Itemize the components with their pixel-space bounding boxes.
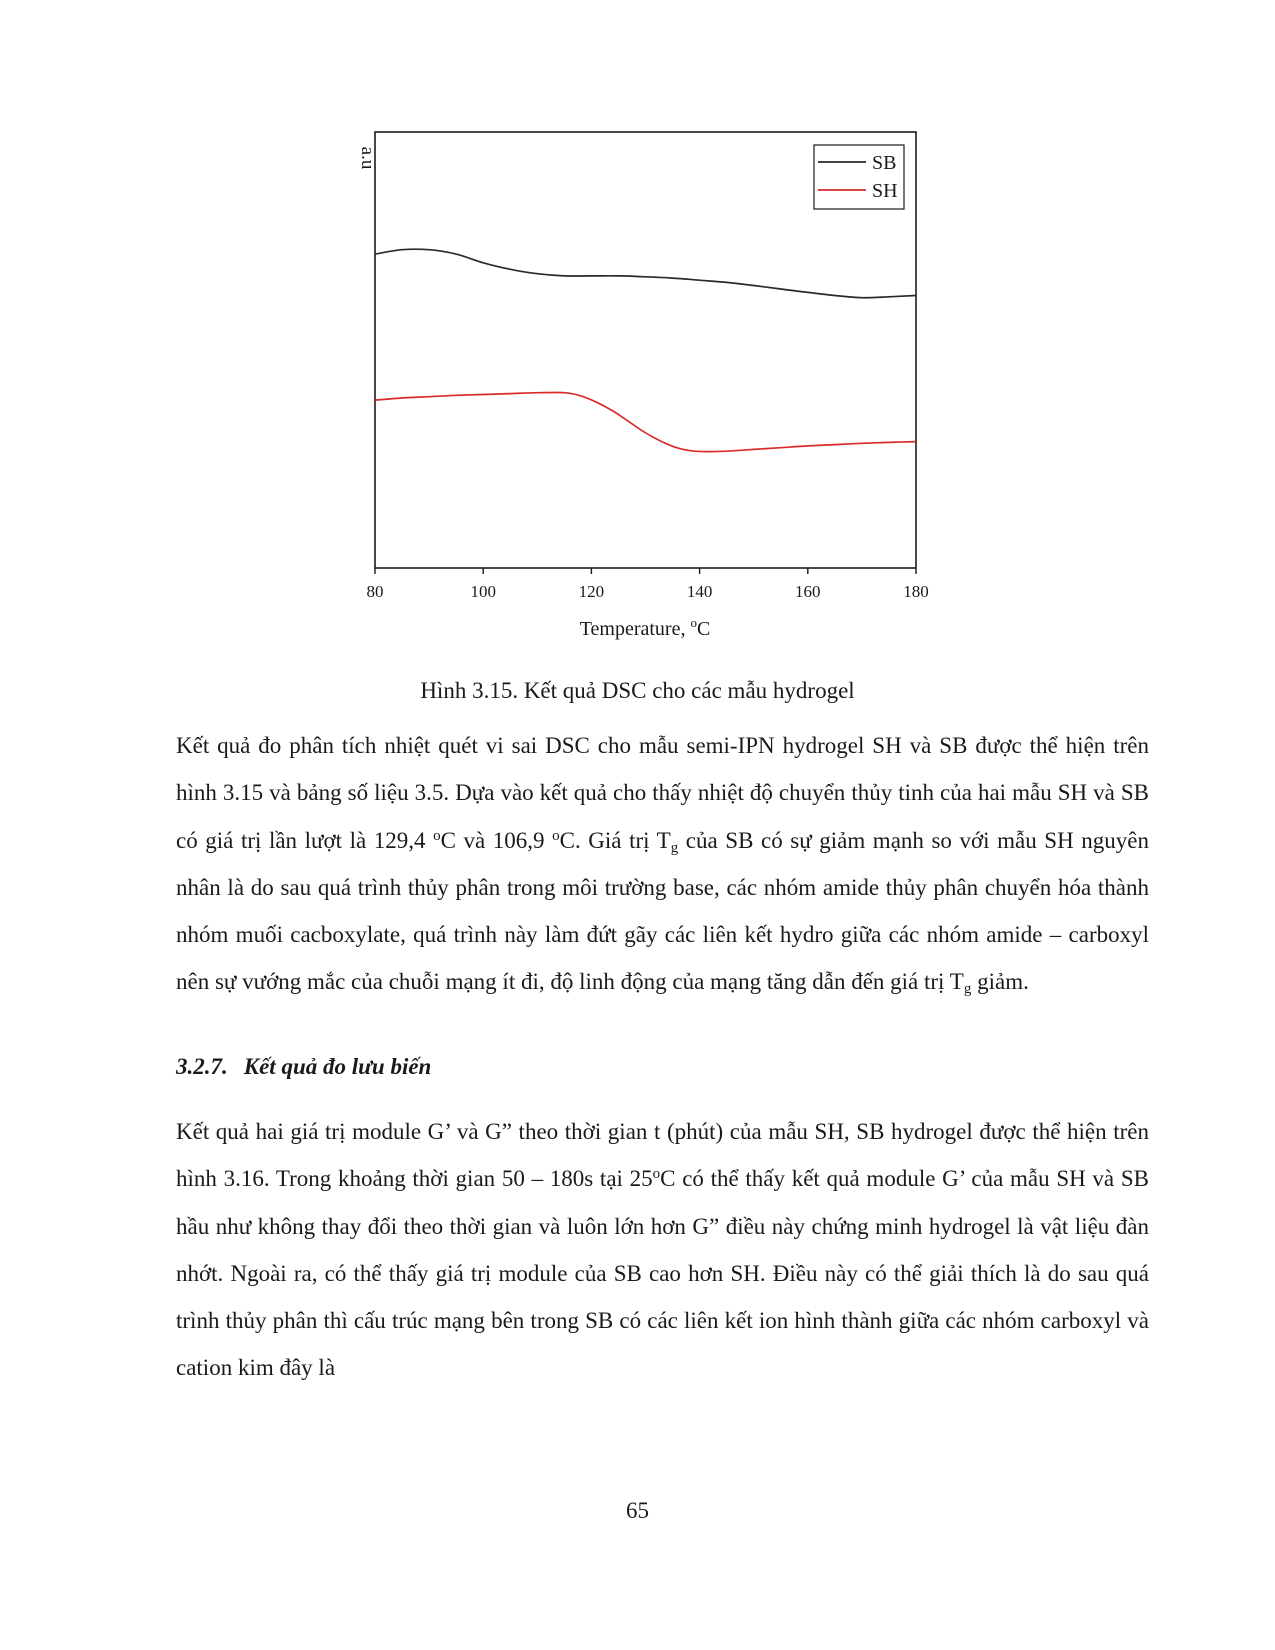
dsc-chart: [340, 120, 960, 680]
legend-label-sb: SB: [872, 152, 897, 174]
series-line-sb: [375, 249, 916, 298]
section-number: 3.2.7.: [176, 1054, 228, 1079]
paragraph-dsc-results: Kết quả đo phân tích nhiệt quét vi sai DSC cho mẫu semi-IPN hydrogel SH và SB được thể hiện trên hình 3.15 và bảng số liệu 3.5. Dựa vào kết quả cho thấy nhiệt độ chuyển thủy tinh của hai mẫu SH và SB có giá trị lần lượt là 129,4 $^o$C và 106,9 $^o$C. Giá trị $T_g$ của SB có sự giảm mạnh so với mẫu SH nguyên nhân là do sau quá trình thủy phân trong môi trường base, các nhóm amide thủy phân chuyển hóa thành nhóm muối cacboxylate, quá trình này làm đứt gãy các liên kết hydro giữa các nhóm amide – carboxyl nên sự vướng mắc của chuỗi mạng ít đi, độ linh động của mạng tăng dẫn đến giá trị $T_g$ giảm.: [176, 733, 1149, 998]
series-line-sh: [375, 392, 916, 451]
section-title: Kết quả đo lưu biến: [243, 1054, 432, 1079]
x-tick-label: 80: [366, 582, 384, 601]
legend-label-sh: SH: [872, 180, 898, 202]
paragraph-rheology: Kết quả hai giá trị module G’ và G” theo thời gian t (phút) của mẫu SH, SB hydrogel được thể hiện trên hình 3.16. Trong khoảng thời gian 50 – 180s tại 25$^o$C có thể thấy kết quả module G’ của mẫu SH và SB hầu như không thay đổi theo thời gian và luôn lớn hơn G” điều này chứng minh hydrogel là vật liệu đàn nhớt. Ngoài ra, có thể thấy giá trị module của SB cao hơn SH. Điều này có thể giải thích là do sau quá trình thủy phân thì cấu trúc mạng bên trong SB có các liên kết ion hình thành giữa các nhóm carboxyl và cation kim đây là: [176, 1119, 1149, 1381]
x-tick-label: 160: [795, 582, 821, 601]
page-number: 65: [626, 1498, 649, 1523]
x-tick-label: 100: [470, 582, 496, 601]
x-tick-label: 140: [686, 582, 713, 601]
section-heading: [176, 1052, 431, 1082]
x-tick-label: 120: [578, 582, 605, 601]
y-axis-label: a.u: [357, 146, 378, 170]
x-tick-label: 180: [903, 582, 929, 601]
x-axis-label: Temperature, $^o$C: [579, 615, 711, 640]
figure-caption: Hình 3.15. Kết quả DSC cho các mẫu hydrogel: [420, 678, 855, 703]
